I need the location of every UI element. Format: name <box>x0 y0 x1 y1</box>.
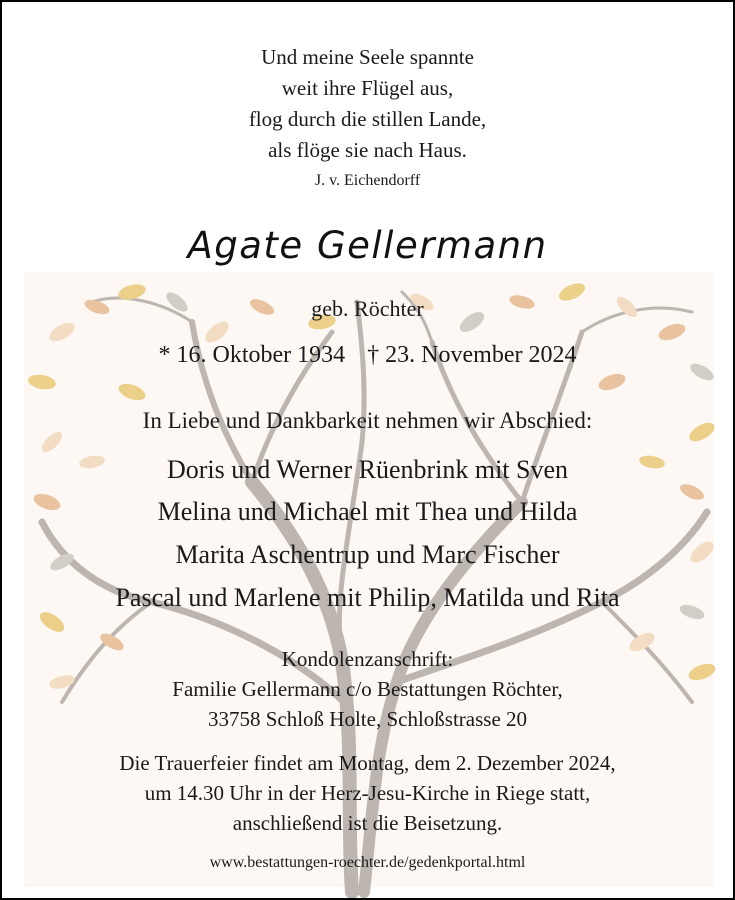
life-dates <box>2 342 733 369</box>
poem-line: Und meine Seele spannte <box>261 45 474 69</box>
condolence-line: Familie Gellermann c/o Bestattungen Röchter, <box>172 677 563 701</box>
farewell-intro: In Liebe und Dankbarkeit nehmen wir Abschied: <box>142 408 593 433</box>
family-member: Melina und Michael mit Thea und Hilda <box>157 497 578 526</box>
condolence-heading: Kondolenzanschrift: <box>281 647 454 671</box>
poem-line: weit ihre Flügel aus, <box>281 76 454 100</box>
website-link[interactable]: www.bestattungen-roechter.de/gedenkportal.html <box>209 854 526 871</box>
poem-line: als flöge sie nach Haus. <box>268 138 467 162</box>
family-member: Marita Aschentrup und Marc Fischer <box>175 540 560 569</box>
birth-date: * 16. Oktober 1934 <box>158 342 346 368</box>
birth-name: geb. Röchter <box>311 296 424 321</box>
family-member: Pascal und Marlene mit Philip, Matilda und Rita <box>115 583 620 612</box>
service-line: Die Trauerfeier findet am Montag, dem 2. Dezember 2024, <box>119 751 616 775</box>
death-date: † 23. November 2024 <box>367 342 577 368</box>
deceased-name: Agate Gellermann <box>187 224 548 267</box>
family-member: Doris und Werner Rüenbrink mit Sven <box>166 455 569 484</box>
poem-author: J. v. Eichendorff <box>314 172 421 189</box>
poem-line: flog durch die stillen Lande, <box>248 107 487 131</box>
condolence-line: 33758 Schloß Holte, Schloßstrasse 20 <box>207 707 528 731</box>
service-line: um 14.30 Uhr in der Herz-Jesu-Kirche in Riege statt, <box>144 781 591 805</box>
service-line: anschließend ist die Beisetzung. <box>232 811 503 835</box>
